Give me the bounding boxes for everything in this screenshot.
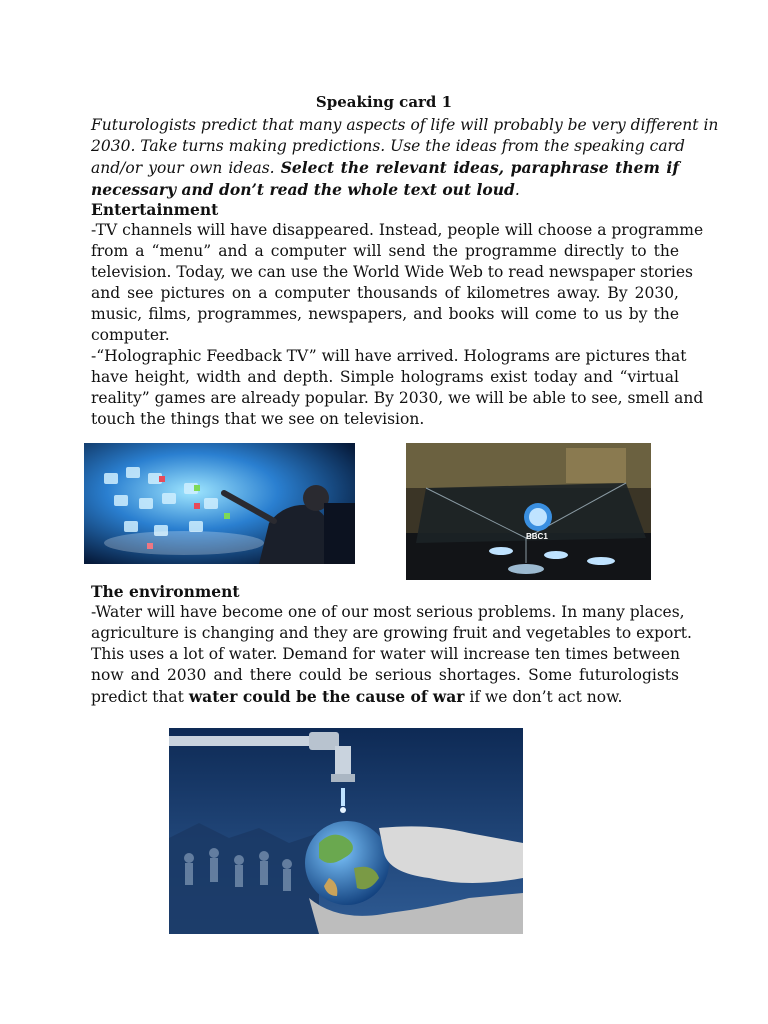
ent-p1-line-1: -TV channels will have disappeared. Instead, people will choose a programme: [91, 221, 704, 239]
holographic-tv-image: [406, 443, 651, 580]
intro-line-3: [91, 157, 679, 179]
hologram-logo-text: BBC1: [526, 532, 548, 541]
ent-p1-line-4: and see pictures on a computer thousands of kilometres away. By 2030,: [91, 284, 679, 302]
intro-line-4: [91, 179, 679, 201]
env-line-5-end: if we don’t act now.: [464, 688, 623, 706]
env-line-3: This uses a lot of water. Demand for water will increase ten times between: [91, 645, 680, 663]
env-line-4: now and 2030 and there could be serious shortages. Some futurologists: [91, 666, 679, 684]
ent-p1-line-5: music, films, programmes, newspapers, and books will come to us by the: [91, 305, 679, 323]
ent-p1-line-2: from a “menu” and a computer will send the programme directly to the: [91, 242, 679, 260]
entertainment-heading: Entertainment: [91, 200, 219, 219]
intro-line-1: Futurologists predict that many aspects of life will probably be very different in: [91, 116, 719, 134]
ent-p2-line-3: reality” games are already popular. By 2030, we will be able to see, smell and: [91, 389, 704, 407]
water-globe-image: [169, 728, 523, 934]
ent-p1-line-3: television. Today, we can use the World Wide Web to read newspaper stories: [91, 263, 693, 281]
futuristic-screen-image: [84, 443, 355, 564]
ent-p1-line-6: computer.: [91, 326, 170, 344]
entertainment-section: [91, 199, 704, 430]
ent-p2-line-1: -“Holographic Feedback TV” will have arrived. Holograms are pictures that: [91, 347, 687, 365]
env-line-1: -Water will have become one of our most serious problems. In many places,: [91, 603, 685, 621]
intro-paragraph: [91, 115, 719, 201]
page-title: Speaking card 1: [315, 93, 453, 111]
intro-instruction-bold: Select the relevant ideas, paraphrase them if: [280, 158, 679, 177]
env-line-5-start: predict that: [91, 688, 189, 706]
intro-line-3-text: and/or your own ideas.: [91, 159, 281, 177]
ent-p2-line-2: have height, width and depth. Simple holograms exist today and “virtual: [91, 368, 679, 386]
intro-line-4-end: .: [514, 181, 520, 199]
env-warning-bold: water could be the cause of war: [188, 687, 465, 706]
environment-section: [91, 581, 692, 708]
ent-p2-line-4: touch the things that we see on television.: [91, 410, 425, 428]
intro-instruction-bold-2: necessary and don’t read the whole text out loud: [91, 180, 515, 199]
intro-line-2: 2030. Take turns making predictions. Use the ideas from the speaking card: [91, 137, 685, 155]
env-line-2: agriculture is changing and they are growing fruit and vegetables to export.: [91, 624, 692, 642]
env-line-5: [91, 686, 679, 708]
environment-heading: The environment: [91, 582, 240, 601]
